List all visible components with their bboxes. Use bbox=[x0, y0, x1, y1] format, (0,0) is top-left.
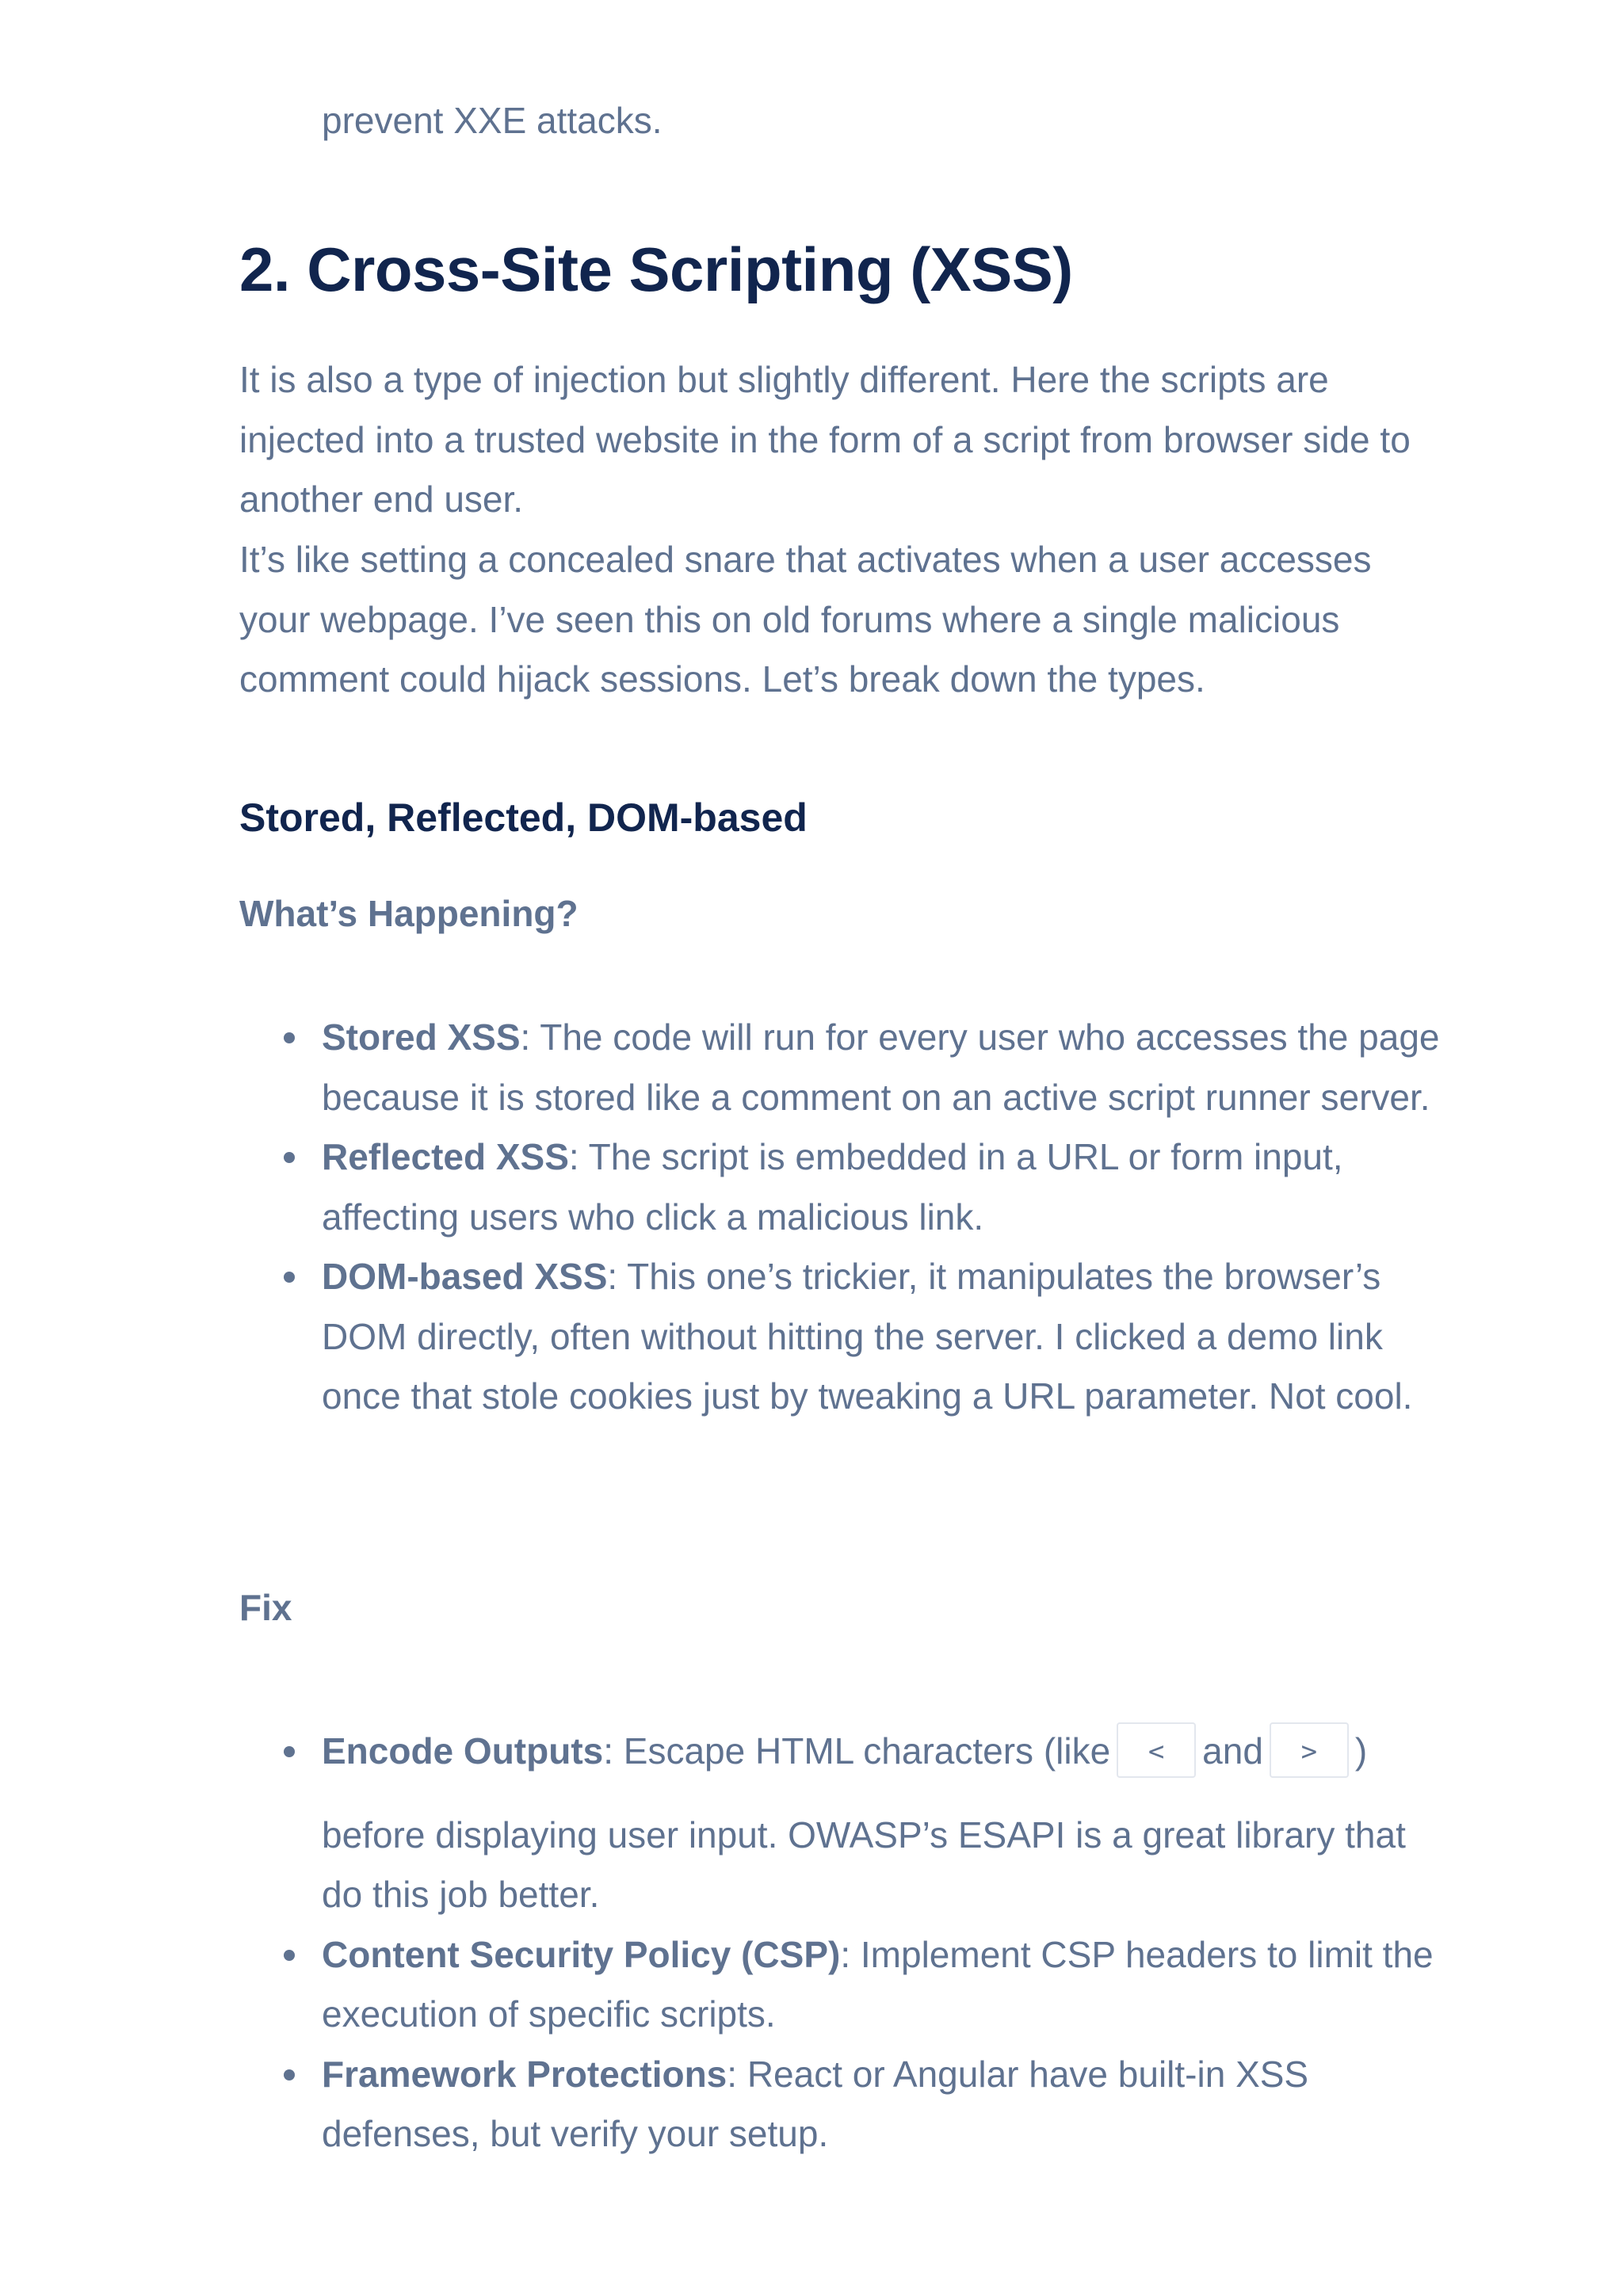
intro-paragraph-2: It’s like setting a concealed snare that activates when a user accesses your webpage. I’ve seen this on old forums where a single malicious comment could hijack sessions. Let’s break down the types. bbox=[239, 539, 1372, 700]
list-item bbox=[239, 1247, 1444, 1427]
code-less-than: < bbox=[1117, 1722, 1196, 1778]
list-item bbox=[239, 1722, 1444, 1925]
list-item bbox=[239, 2045, 1444, 2164]
intro-paragraph-1: It is also a type of injection but slightly different. Here the scripts are injected into a trusted website in the form of a script from browser side to another end user. bbox=[239, 359, 1411, 520]
list-item bbox=[239, 1925, 1444, 2045]
list-item-desc: : The code will run for every user who accesses the page because it is stored like a comment on an active script runner server. bbox=[322, 1016, 1440, 1118]
and-text: and bbox=[1202, 1730, 1263, 1772]
list-item-desc: : The script is embedded in a URL or form input, affecting users who click a malicious link. bbox=[322, 1136, 1343, 1238]
list-item-desc-continued: before displaying user input. OWASP’s ESAPI is a great library that do this job better. bbox=[322, 1814, 1406, 1915]
list-item-term: Encode Outputs bbox=[322, 1730, 604, 1772]
fix-list bbox=[239, 1722, 1444, 2164]
list-item-term: Reflected XSS bbox=[322, 1136, 569, 1177]
list-item-desc: : Escape HTML characters (like bbox=[603, 1730, 1111, 1772]
list-item-term: Framework Protections bbox=[322, 2053, 727, 2095]
list-item bbox=[239, 1008, 1444, 1127]
section-title: 2. Cross-Site Scripting (XSS) bbox=[239, 235, 1073, 304]
whats-happening-heading: What’s Happening? bbox=[239, 893, 579, 934]
paren-close: ) bbox=[1354, 1730, 1368, 1772]
list-item-term: DOM-based XSS bbox=[322, 1256, 608, 1297]
xss-types-list bbox=[239, 1008, 1444, 1427]
list-item-term: Content Security Policy (CSP) bbox=[322, 1933, 841, 1975]
fix-heading: Fix bbox=[239, 1587, 292, 1628]
lead-text: prevent XXE attacks. bbox=[322, 100, 663, 141]
code-greater-than: > bbox=[1270, 1722, 1349, 1778]
list-item-desc: : Implement CSP headers to limit the execution of specific scripts. bbox=[322, 1933, 1434, 2035]
subsection-title: Stored, Reflected, DOM-based bbox=[239, 795, 808, 840]
list-item bbox=[239, 1127, 1444, 1247]
list-item-desc: : React or Angular have built-in XSS defenses, but verify your setup. bbox=[322, 2053, 1309, 2154]
list-item-desc: : This one’s trickier, it manipulates the browser’s DOM directly, often without hitting the server. I clicked a demo link once that stole cookies just by tweaking a URL parameter. Not cool. bbox=[322, 1256, 1413, 1417]
list-item-term: Stored XSS bbox=[322, 1016, 521, 1058]
